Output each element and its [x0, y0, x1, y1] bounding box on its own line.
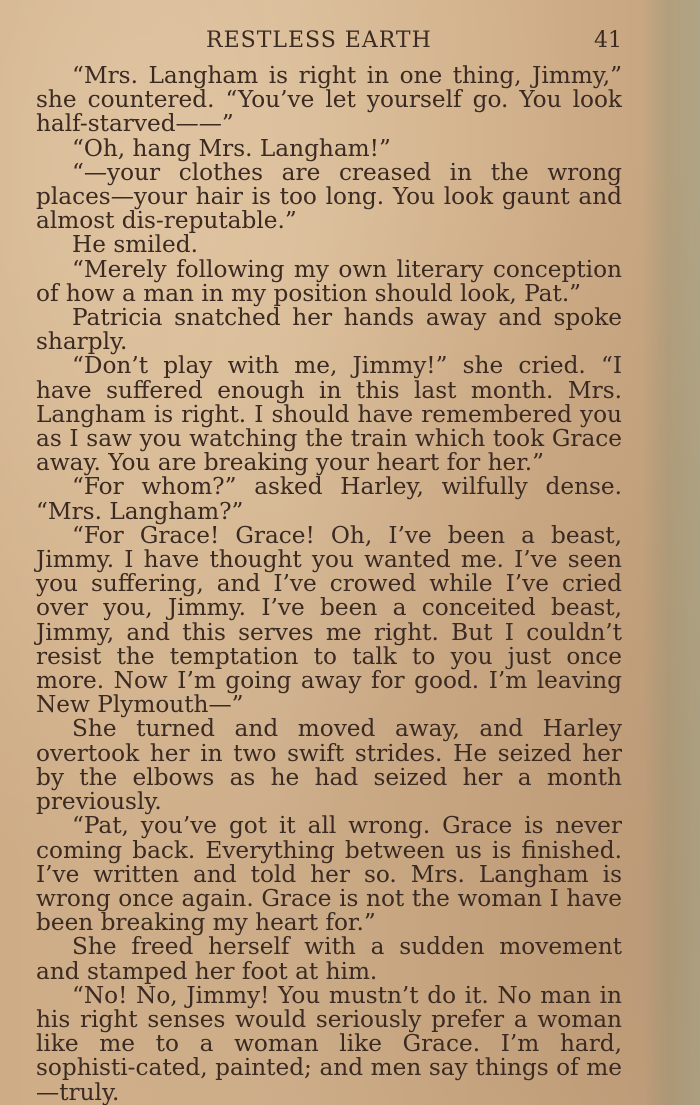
paragraph: “No! No, Jimmy! You mustn’t do it. No man in his right senses would seriously prefer a woman like me to a woman like Grace. I’m hard, sophisti-cated, painted; and men say things of me—truly.: [36, 981, 622, 1105]
paragraph: “Merely following my own literary conception of how a man in my position should look, Pat.”: [36, 255, 622, 307]
page-edge-shading: [642, 0, 700, 1105]
running-head: RESTLESS EARTH: [206, 28, 432, 53]
body-text: [36, 64, 622, 1105]
paragraph: “Oh, hang Mrs. Langham!”: [72, 134, 391, 162]
paragraph: “For Grace! Grace! Oh, I’ve been a beast, Jimmy. I have thought you wanted me. I’ve seen you suffering, and I’ve crowed while I’ve cried over you, Jimmy. I’ve been a conceited beast, Jimmy, and this serves me right. But I couldn’t resist the temptation to talk to you just once more. Now I’m going away for good. I’m leaving New Plymouth—”: [36, 521, 622, 719]
paragraph: “—your clothes are creased in the wrong places—your hair is too long. You look gaunt and almost dis-reputable.”: [36, 158, 622, 235]
paragraph: She turned and moved away, and Harley overtook her in two swift strides. He seized her by the elbows as he had seized her a month previously.: [36, 715, 622, 816]
paragraph: “For whom?” asked Harley, wilfully dense. “Mrs. Langham?”: [36, 473, 622, 525]
paragraph: She freed herself with a sudden movement and stamped her foot at him.: [36, 933, 622, 985]
paragraph: “Don’t play with me, Jimmy!” she cried. “I have suffered enough in this last month. Mrs. Langham is right. I should have remembered you as I saw you watching the train which took Grace away. You are breaking your heart for her.”: [36, 352, 622, 477]
page-number: 41: [594, 28, 622, 53]
paragraph: He smiled.: [72, 231, 198, 259]
paragraph: “Mrs. Langham is right in one thing, Jimmy,” she countered. “You’ve let yourself go. You look half-starved——”: [36, 62, 622, 138]
paragraph: “Pat, you’ve got it all wrong. Grace is never coming back. Everything between us is finished. I’ve written and told her so. Mrs. Langham is wrong once again. Grace is not the woman I have been breaking my heart for.”: [36, 812, 622, 937]
paragraph: Patricia snatched her hands away and spoke sharply.: [36, 304, 622, 356]
page-header: [36, 28, 622, 58]
